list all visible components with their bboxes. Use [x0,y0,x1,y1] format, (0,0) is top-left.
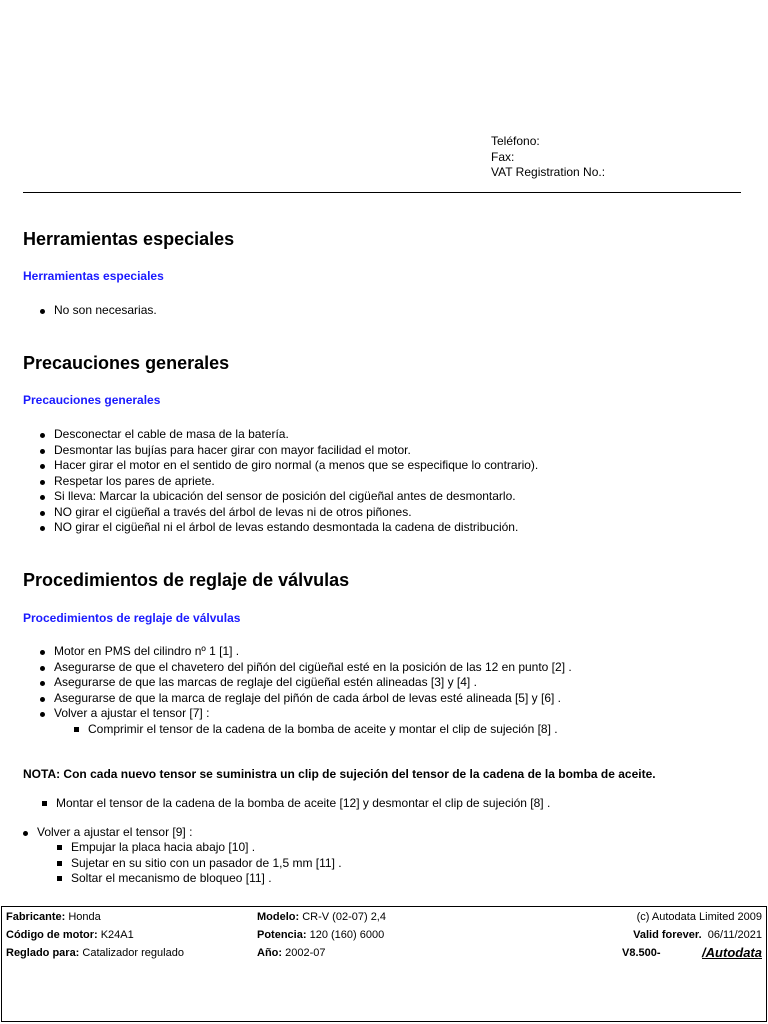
reglado-row [6,944,184,962]
potencia-value: 120 (160) 6000 [309,929,385,941]
section-subheading-precautions: Precauciones generales [23,393,161,407]
valid-date: 06/11/2021 [707,929,762,941]
list-subitem: Soltar el mecanismo de bloqueo [11] . [55,871,342,887]
list-subitem: Empujar la placa hacia abajo [10] . [55,840,342,856]
precautions-list [38,427,538,536]
readjust-sublist [55,840,342,887]
codigo-row [6,926,184,944]
potencia-row [257,926,386,944]
list-item: Desmontar las bujías para hacer girar con mayor facilidad el motor. [38,443,538,459]
valid-label: Valid forever. [633,929,702,941]
reglado-label: Reglado para: [6,947,80,959]
modelo-value: CR-V (02-07) 2,4 [302,911,386,923]
section-heading-valve-timing: Procedimientos de reglaje de válvulas [23,570,350,590]
list-item: Volver a ajustar el tensor [7] : [38,706,572,722]
valid-row [562,926,762,944]
vat-label: VAT Registration No.: [491,165,606,179]
list-subitem: Sujetar en su sitio con un pasador de 1,5 mm [11] . [55,856,342,872]
list-item: NO girar el cigüeñal ni el árbol de levas estando desmontada la cadena de distribución. [38,520,538,536]
list-item: Si lleva: Marcar la ubicación del sensor de posición del cigüeñal antes de desmontarlo. [38,489,538,505]
copyright: (c) Autodata Limited 2009 [636,911,762,923]
section-subheading-valve-timing: Procedimientos de reglaje de válvulas [23,611,241,625]
valve-timing-list [38,644,572,722]
list-item: Volver a ajustar el tensor [9] : [21,825,192,841]
codigo-value: K24A1 [100,929,134,941]
anio-label: Año: [257,947,283,959]
list-item: Motor en PMS del cilindro nº 1 [1] . [38,644,572,660]
autodata-logo: /Autodata [702,945,762,960]
fabricante-label: Fabricante: [6,911,66,923]
list-item: Desconectar el cable de masa de la batería. [38,427,538,443]
contact-block [491,134,605,181]
phone-label: Teléfono: [491,134,540,148]
list-item: Asegurarse de que las marcas de reglaje del cigüeñal estén alineadas [3] y [4] . [38,675,572,691]
list-item: Asegurarse de que el chavetero del piñón del cigüeñal esté en la posición de las 12 en punto [2] . [38,660,572,676]
list-subitem: Comprimir el tensor de la cadena de la bomba de aceite y montar el clip de sujeción [8] . [72,722,558,738]
footer-left [6,908,184,962]
anio-row [257,944,386,962]
footer-right [562,908,762,944]
codigo-label: Código de motor: [6,929,98,941]
list-item: Respetar los pares de apriete. [38,474,538,490]
header-divider [23,192,741,193]
footer-middle [257,908,386,962]
footer-box [1,906,767,1022]
reglado-value: Catalizador regulado [82,947,184,959]
version: V8.500- [622,947,661,959]
modelo-row [257,908,386,926]
section-subheading-tools: Herramientas especiales [23,269,164,283]
fax-label: Fax: [491,149,515,164]
tools-list [38,303,157,319]
section-heading-tools: Herramientas especiales [23,229,235,249]
nota-note: NOTA: Con cada nuevo tensor se suministra un clip de sujeción del tensor de la cadena de la bomba de aceite. [23,767,656,781]
valve-timing-sublist [72,722,558,738]
section-heading-precautions: Precauciones generales [23,353,230,373]
readjust-step-list [21,825,192,841]
list-item: Hacer girar el motor en el sentido de giro normal (a menos que se especifique lo contrario). [38,458,538,474]
fabricante-row [6,908,184,926]
fabricante-value: Honda [68,911,101,923]
list-item: Montar el tensor de la cadena de la bomba de aceite [12] y desmontar el clip de sujeción [8] . [40,796,550,812]
mount-step-list [40,796,550,812]
list-item: No son necesarias. [38,303,157,319]
list-item: NO girar el cigüeñal a través del árbol de levas ni de otros piñones. [38,505,538,521]
modelo-label: Modelo: [257,911,300,923]
potencia-label: Potencia: [257,929,307,941]
anio-value: 2002-07 [285,947,326,959]
list-item: Asegurarse de que la marca de reglaje del piñón de cada árbol de levas esté alineada [5] y [6] . [38,691,572,707]
